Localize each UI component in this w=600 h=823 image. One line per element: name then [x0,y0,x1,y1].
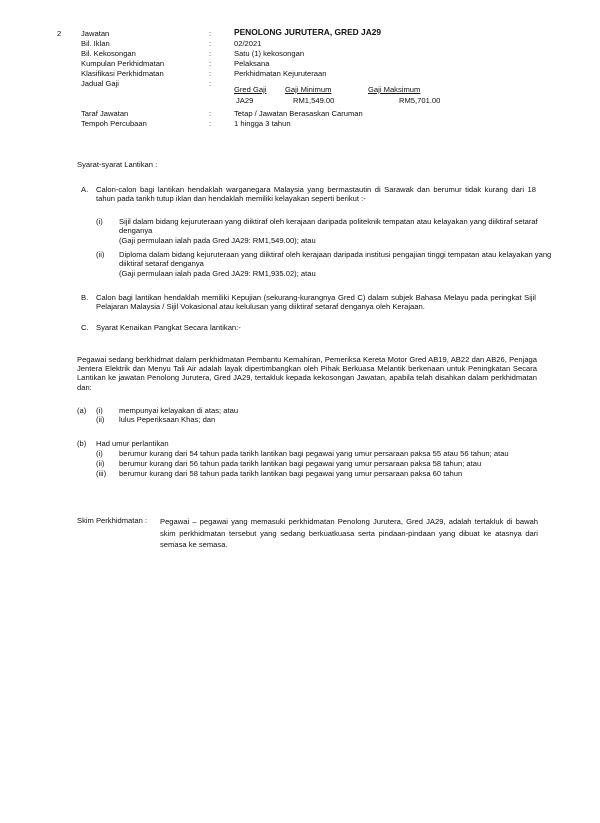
colon: : [209,49,212,58]
syarat-b-text: Calon bagi lantikan hendaklah memiliki Kepujian (sekurang-kurangnya Gred C) dalam subjek Bahasa Melayu pada peringkat Sijil Pelajaran Malaysia / Sijil Vokasional atau kelulusan yang diiktiraf setaraf denganya oleh Kerajaan. [96,293,536,312]
colon: : [209,69,212,78]
marker-a: A. [81,185,89,194]
colon: : [209,29,212,38]
marker-pa: (a) [77,406,87,415]
marker-a-i: (i) [96,217,103,226]
syarat-c-text: Syarat Kenaikan Pangkat Secara lantikan:- [96,323,241,332]
syarat-a-i-line1: Sijil dalam bidang kejuruteraan yang diiktiraf oleh kerajaan daripada politeknik tempatan atau kelayakan yang diiktiraf setaraf [119,217,538,226]
label-klasifikasi: Klasifikasi Perkhidmatan [81,69,164,78]
marker-pb-iii: (iii) [96,469,107,478]
item-number: 2 [57,29,62,38]
label-jadual-gaji: Jadual Gaji [81,79,119,88]
value-tempoh: 1 hingga 3 tahun [234,119,291,128]
marker-pb-i: (i) [96,449,103,458]
salary-header-minimum: Gaji Minimum [285,85,332,94]
value-kumpulan: Pelaksana [234,59,270,68]
marker-c: C. [81,323,89,332]
label-kumpulan: Kumpulan Perkhidmatan [81,59,165,68]
value-taraf: Tetap / Jawatan Berasaskan Caruman [234,109,363,118]
pegawai-paragraph: Pegawai sedang berkhidmat dalam perkhidmatan Pembantu Kemahiran, Pemeriksa Kereta Motor Gred AB19, AB22 dan AB26, Penjaga Jentera Elektrik dan Menyu Tali Air adalah layak dipertimbangkan oleh Pihak Berkuasa Melantik berkenaan untuk Peningkatan Secara Lantikan ke jawatan Penolong Jurutera, Gred JA29, tertakluk kepada kekosongan Jawatan, apabila telah disahkan dalam perkhidmatan dan: [77,355,537,392]
salary-header-maksimum: Gaji Maksimum [368,85,421,94]
salary-cell-minimum: RM1,549.00 [293,96,335,105]
marker-pa-i: (i) [96,406,103,415]
syarat-a-i-line3: (Gaji permulaan ialah pada Gred JA29: RM1,549.00); atau [119,236,316,245]
value-klasifikasi: Perkhidmatan Kejuruteraan [234,69,327,78]
colon: : [209,109,212,118]
syarat-a-text: Calon-calon bagi lantikan hendaklah warganegara Malaysia yang bermastautin di Sarawak dan berumur tidak kurang dari 18 tahun pada tarikh tutup iklan dan hendaklah memiliki kelayakan seperti berikut :- [96,185,536,204]
marker-pb: (b) [77,439,87,448]
salary-cell-maksimum: RM5,701.00 [399,96,441,105]
pegawai-b-ii-text: berumur kurang dari 56 tahun pada tarikh lantikan bagi pegawai yang umur persaraan paksa 58 tahun; atau [119,459,482,468]
pegawai-a-ii-text: lulus Peperiksaan Khas; dan [119,415,216,424]
marker-a-ii: (ii) [96,250,105,259]
colon: : [209,119,212,128]
syarat-a-ii-line2: diiktiraf setaraf denganya [119,259,204,268]
syarat-a-ii-line1: Diploma dalam bidang kejuruteraan yang diiktiraf oleh kerajaan daripada institusi pengajian tinggi tempatan atau kelayakan yang [119,250,552,259]
colon: : [209,39,212,48]
salary-header-gred: Gred Gaji [234,85,267,94]
skim-text: Pegawai – pegawai yang memasuki perkhidmatan Penolong Jurutera, Gred JA29, adalah tertakluk di bawah skim perkhidmatan tersebut yang sedang berkuatkuasa serta pindaan-pindaan yang dibuat ke atasnya dari semasa ke semasa. [160,517,538,549]
marker-pb-ii: (ii) [96,459,105,468]
value-bil-kekosongan: Satu (1) kekosongan [234,49,305,58]
colon: : [209,59,212,68]
skim-label: Skim Perkhidmatan : [77,516,148,525]
label-taraf: Taraf Jawatan [81,109,129,118]
syarat-a-i-line2: denganya [119,226,153,235]
pegawai-a-i-text: mempunyai kelayakan di atas; atau [119,406,239,415]
marker-b: B. [81,293,89,302]
pegawai-b-heading: Had umur perlantikan [96,439,169,448]
section-heading-syarat: Syarat-syarat Lantikan : [77,160,158,169]
pegawai-b-i-text: berumur kurang dari 54 tahun pada tarikh lantikan bagi pegawai yang umur persaraan paksa 55 atau 56 tahun; atau [119,449,509,458]
value-jawatan: PENOLONG JURUTERA, GRED JA29 [234,27,382,37]
marker-pa-ii: (ii) [96,415,105,424]
label-tempoh: Tempoh Percubaan [81,119,147,128]
salary-cell-gred: JA29 [236,96,254,105]
label-jawatan: Jawatan [81,29,110,38]
value-bil-iklan: 02/2021 [234,39,262,48]
syarat-a-ii-line3: (Gaji permulaan ialah pada Gred JA29: RM1,935.02); atau [119,269,316,278]
colon: : [209,79,212,88]
label-bil-iklan: Bil. Iklan [81,39,110,48]
label-bil-kekosongan: Bil. Kekosongan [81,49,136,58]
pegawai-b-iii-text: berumur kurang dari 58 tahun pada tarikh lantikan bagi pegawai yang umur persaraan paksa 60 tahun [119,469,463,478]
